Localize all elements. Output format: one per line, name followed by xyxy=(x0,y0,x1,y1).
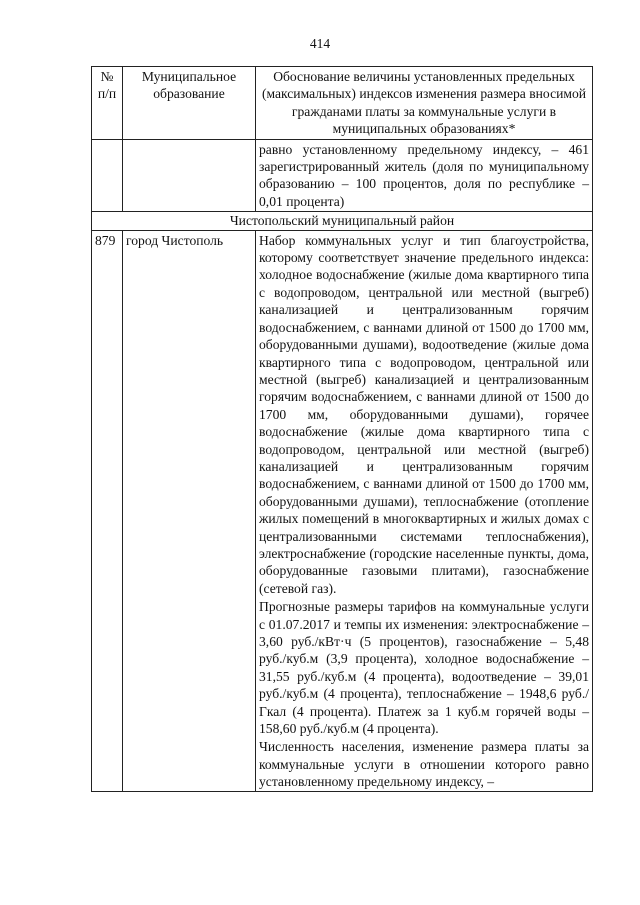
continuation-num-cell xyxy=(92,139,123,212)
header-justification: Обоснование величины установленных предельных (максимальных) индексов изменения размера вносимой гражданами платы за коммунальные услуги в муниципальных образованиях* xyxy=(256,67,593,140)
justification-paragraph-services: Набор коммунальных услуг и тип благоустройства, которому соответствует значение предельного индекса: холодное водоснабжение (жилые дома квартирного типа с водопроводом, центральной или местной (выгреб) канализацией и централизованным горячим водоснабжением, с ваннами длиной от 1500 до 1700 мм, оборудованными душами), водоотведение (жилые дома квартирного типа с водопроводом, центральной или местной (выгреб) канализацией и централизованным горячим водоснабжением, с ваннами длиной от 1500 до 1700 мм, оборудованными душами), горячее водоснабжение (жилые дома квартирного типа с водопроводом, центральной или местной (выгреб) канализацией и централизованным горячим водоснабжением, с ваннами длиной от 1500 до 1700 мм, оборудованными душами), теплоснабжение (отопление жилых помещений в многоквартирных и жилых домах с централизованными системами теплоснабжения), электроснабжение (городские населенные пункты, дома, оборудованные газовыми плитами), газоснабжение (сетевой газ). xyxy=(259,232,589,596)
header-number: № п/п xyxy=(92,67,123,140)
continuation-municipality-cell xyxy=(123,139,256,212)
row-municipality: город Чистополь xyxy=(123,230,256,791)
header-municipality: Муниципальное образование xyxy=(123,67,256,140)
page-number: 414 xyxy=(309,36,331,51)
district-heading-row xyxy=(92,212,593,230)
table-header-row xyxy=(92,67,593,140)
justification-paragraph-population: Численность населения, изменение размера платы за коммунальные услуги в отношении которого равно установленному предельному индексу, – xyxy=(259,739,589,790)
continuation-text: равно установленному предельному индексу, – 461 зарегистрированный житель (доля по муниципальному образованию – 100 процентов, доля по республике – 0,01 процента) xyxy=(256,139,593,212)
row-number: 879 xyxy=(92,230,123,791)
tariff-index-table xyxy=(91,66,593,792)
table-row xyxy=(92,230,593,791)
row-justification xyxy=(256,230,593,791)
district-heading: Чистопольский муниципальный район xyxy=(92,212,593,230)
justification-paragraph-tariffs: Прогнозные размеры тарифов на коммунальные услуги с 01.07.2017 и темпы их изменения: электроснабжение – 3,60 руб./кВт·ч (5 процентов), газоснабжение – 5,48 руб./куб.м (3,9 процента), холодное водоснабжение – 31,55 руб./куб.м (4 процента), водоотведение – 39,01 руб./куб.м (4 процента), теплоснабжение – 1948,6 руб./Гкал (4 процента). Платеж за 1 куб.м горячей воды – 158,60 руб./куб.м (4 процента). xyxy=(259,599,589,737)
continuation-row xyxy=(92,139,593,212)
